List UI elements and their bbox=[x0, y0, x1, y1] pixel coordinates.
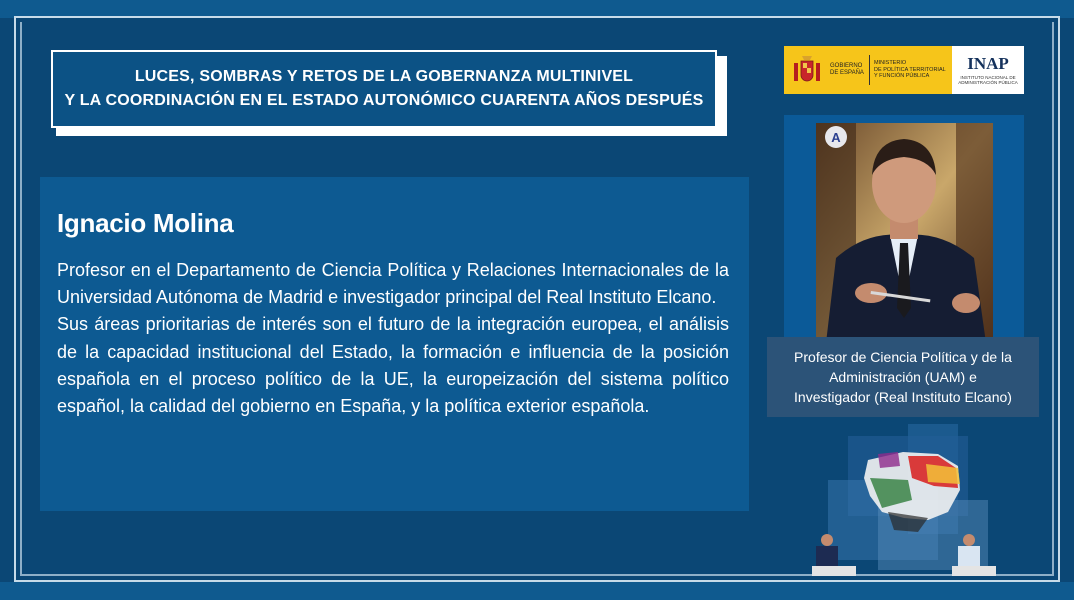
institution-logos bbox=[784, 46, 1024, 94]
bottom-band bbox=[0, 582, 1074, 600]
gobierno-line1: GOBIERNO bbox=[830, 63, 863, 69]
frame-right-line bbox=[1058, 16, 1060, 582]
ministerio-line2: DE POLÍTICA TERRITORIAL bbox=[874, 66, 946, 73]
caption-line3: Investigador (Real Instituto Elcano) bbox=[794, 389, 1012, 405]
frame-left-line bbox=[14, 16, 16, 582]
inap-title: INAP bbox=[967, 54, 1009, 73]
inap-sub-line2: ADMINISTRACIÓN PÚBLICA bbox=[958, 80, 1018, 85]
frame-top-line bbox=[14, 16, 1060, 18]
inap-logo bbox=[952, 55, 1024, 85]
logo-separator bbox=[869, 55, 870, 85]
spain-map-illustration bbox=[808, 420, 1008, 580]
bio-paragraph-2: Sus áreas prioritarias de interés son el futuro de la integración europea, el análisis de la capacidad institucional del Estado, la formación e influencia de la posición española en el proceso político de la UE, la europeización del sistema político español, la calidad del gobierno en España, y la política exterior española. bbox=[57, 314, 729, 417]
frame-bottom-line bbox=[14, 580, 1060, 582]
event-title-banner bbox=[51, 50, 717, 128]
gobierno-line2: DE ESPAÑA bbox=[830, 70, 864, 76]
gobierno-logo bbox=[784, 46, 952, 94]
caption-line2: Administración (UAM) e bbox=[829, 369, 977, 385]
gobierno-text bbox=[830, 63, 865, 77]
inap-sub-line1: INSTITUTO NACIONAL DE bbox=[960, 75, 1016, 80]
spain-coat-of-arms-icon bbox=[790, 53, 824, 87]
inap-subtitle bbox=[957, 75, 1019, 85]
speaker-caption bbox=[767, 337, 1039, 417]
ministerio-line3: Y FUNCIÓN PÚBLICA bbox=[874, 73, 930, 80]
speaker-name: Ignacio Molina bbox=[57, 208, 234, 238]
bio-paragraph-1: Profesor en el Departamento de Ciencia Política y Relaciones Internacionales de la Universidad Autónoma de Madrid e investigador principal del Real Instituto Elcano. bbox=[57, 260, 729, 308]
frame-inner-right bbox=[1052, 22, 1054, 574]
frame-inner-left bbox=[20, 22, 22, 574]
ministerio-line1: MINISTERIO bbox=[874, 60, 907, 67]
event-title-line2: Y LA COORDINACIÓN EN EL ESTADO AUTONÓMICO CUARENTA AÑOS DESPUÉS bbox=[64, 92, 704, 109]
caption-line1: Profesor de Ciencia Política y de la bbox=[794, 349, 1012, 365]
speaker-photo bbox=[816, 123, 993, 343]
event-title-line1: LUCES, SOMBRAS Y RETOS DE LA GOBERNANZA MULTINIVEL bbox=[134, 68, 634, 85]
svg-text:A: A bbox=[831, 130, 841, 145]
speaker-bio bbox=[57, 257, 729, 420]
ministerio-text bbox=[874, 60, 952, 80]
